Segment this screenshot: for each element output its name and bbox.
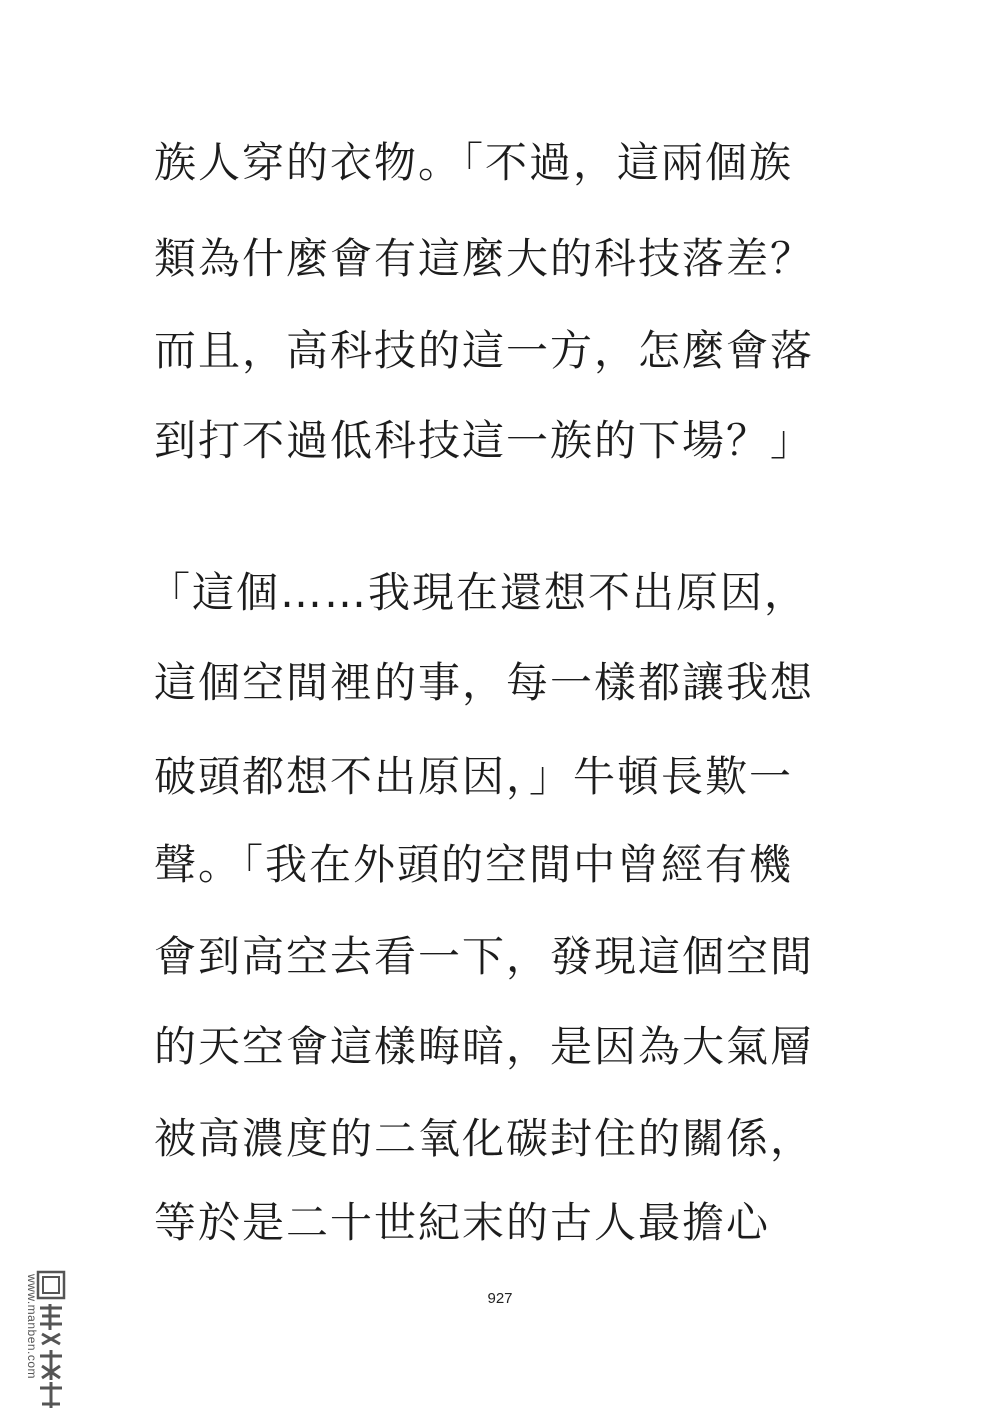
watermark-logo (6, 1268, 68, 1414)
body-line-3: 而且，高科技的這一方，怎麼會落 (154, 326, 815, 375)
body-line-9: 會到高空去看一下，發現這個空間 (154, 932, 815, 981)
page-number: 927 (487, 1290, 513, 1307)
body-line-12: 等於是二十世紀末的古人最擔心 (154, 1198, 771, 1247)
body-line-10: 的天空會這樣晦暗，是因為大氣層 (154, 1022, 815, 1071)
body-line-4: 到打不過低科技這一族的下場？」 (154, 416, 815, 465)
body-line-2: 類為什麼會有這麼大的科技落差？ (154, 234, 815, 283)
body-line-1: 族人穿的衣物。「不過，這兩個族 (154, 138, 794, 187)
body-line-11: 被高濃度的二氧化碳封住的關係， (154, 1114, 815, 1163)
watermark-site-text: www.manben.com (25, 1274, 39, 1380)
body-line-5: 「這個……我現在還想不出原因， (148, 568, 809, 617)
body-line-7: 破頭都想不出原因，」牛頓長歎一 (154, 752, 794, 801)
body-line-8: 聲。「我在外頭的空間中曾經有機 (154, 840, 794, 889)
watermark-logo-icon (6, 1268, 68, 1414)
body-line-6: 這個空間裡的事，每一樣都讓我想 (154, 658, 815, 707)
